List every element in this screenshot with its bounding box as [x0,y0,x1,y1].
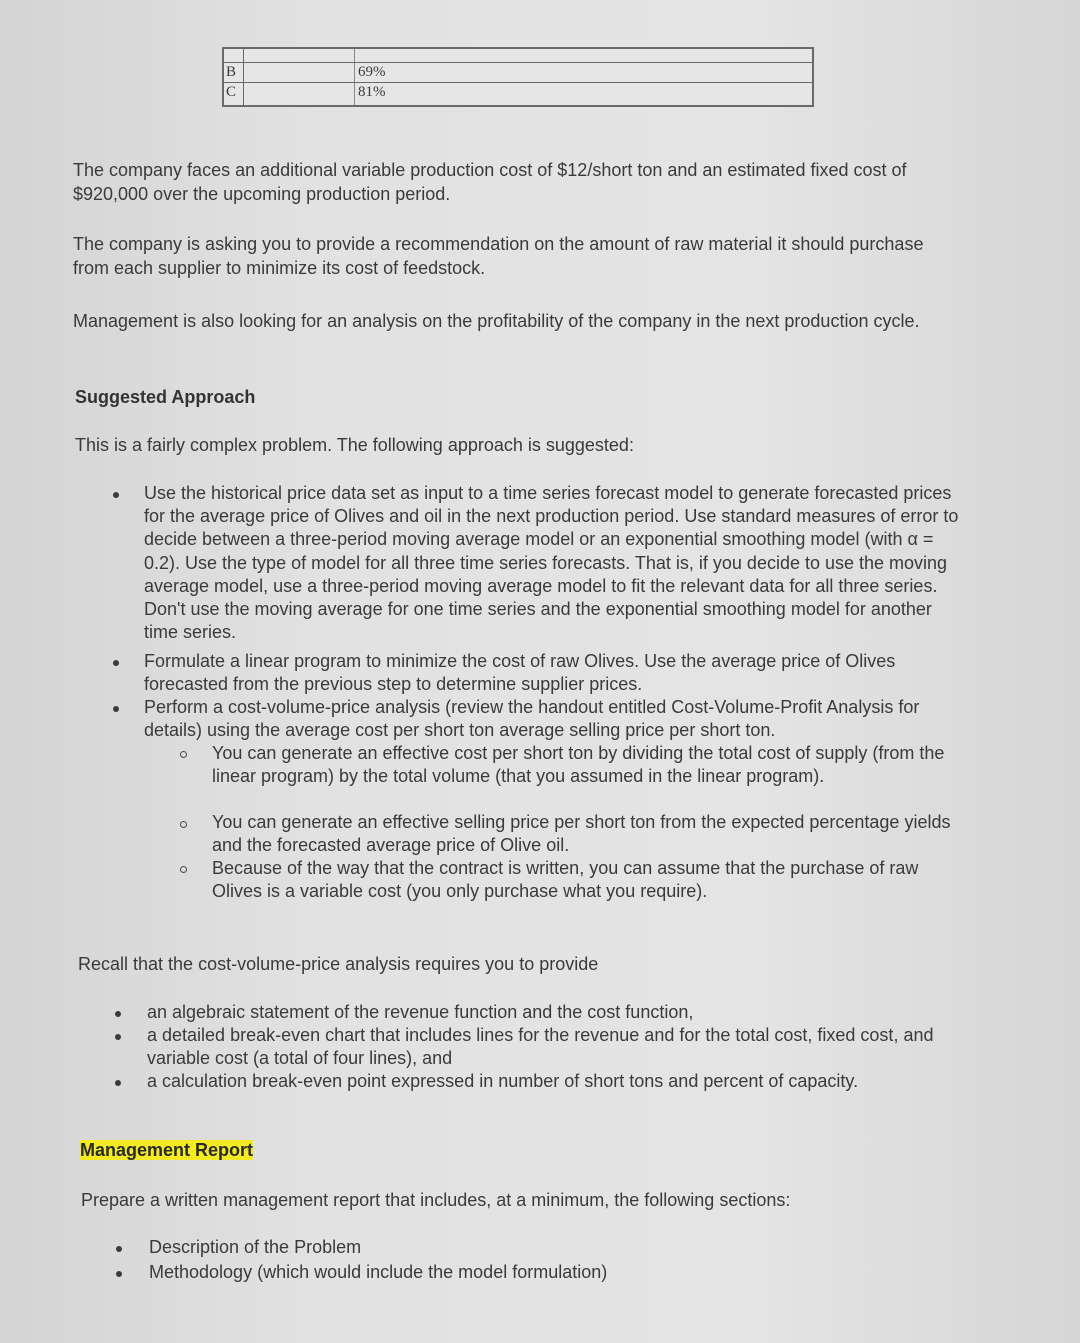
sub-bullet-variable-cost: Because of the way that the contract is written, you can assume that the purchase of raw Olives is a variable cost (you only purchase what you require). [212,858,919,902]
bullet-icon [116,1271,122,1277]
supplier-cell: C [226,84,237,100]
circle-bullet-icon [180,866,187,873]
suggested-approach-heading: Suggested Approach [75,387,256,407]
management-report-heading-text: Management Report [80,1140,254,1160]
approach-bullet-forecast: Use the historical price data set as input to a time series forecast model to generate forecasted prices for the average price of Olives and oil in the next production period. Use standard measures of error to decide between a three-period moving average model or an exponential smoothing model (with α = 0.2). Use the type of model for all three time series forecasts. That is, if you decide to use the moving average model, use a three-period moving average model to fit the relevant data for all three series. Don't use the moving average for one time series and the exponential smoothing model for another time series. [144,483,959,643]
bullet-icon [115,1011,121,1017]
table-row [224,82,812,102]
sub-bullet-selling-price: You can generate an effective selling price per short ton from the expected percentage yields and the forecasted average price of Olive oil. [212,812,951,856]
sub-bullet-effective-cost: You can generate an effective cost per short ton by dividing the total cost of supply (from the linear program) by the total volume (that you assumed in the linear program). [212,743,945,787]
yield-cell: 69% [358,64,386,80]
report-bullet-methodology: Methodology (which would include the model formulation) [149,1262,608,1282]
supplier-cell: B [226,64,237,80]
recall-bullet-break-even-chart: a detailed break-even chart that includes lines for the revenue and for the total cost, fixed cost, and variable cost (a total of four lines), and [147,1025,934,1069]
recommendation-paragraph: The company is asking you to provide a recommendation on the amount of raw material it should purchase from each supplier to minimize its cost of feedstock. [73,234,924,278]
approach-intro: This is a fairly complex problem. The following approach is suggested: [75,435,634,455]
cost-paragraph: The company faces an additional variable production cost of $12/short ton and an estimated fixed cost of $920,000 over the upcoming production period. [73,160,907,204]
circle-bullet-icon [180,821,187,828]
report-bullet-description: Description of the Problem [149,1237,362,1257]
bullet-icon [116,1246,122,1252]
management-report-heading [80,1139,253,1161]
bullet-icon [115,1034,121,1040]
table-row [224,62,812,82]
bullet-icon [115,1080,121,1086]
recall-intro: Recall that the cost-volume-price analysis requires you to provide [78,954,599,974]
approach-bullet-cvp: Perform a cost-volume-price analysis (review the handout entitled Cost-Volume-Profit Analysis for details) using the average cost per short ton average selling price per short ton. [144,697,920,741]
bullet-icon [113,660,119,666]
yield-cell: 81% [358,84,386,100]
recall-bullet-calculation: a calculation break-even point expressed in number of short tons and percent of capacity. [147,1071,859,1091]
circle-bullet-icon [180,751,187,758]
profitability-paragraph: Management is also looking for an analysis on the profitability of the company in the next production cycle. [73,311,920,331]
bullet-icon [113,492,119,498]
supplier-yield-table [222,47,814,107]
recall-bullet-algebraic: an algebraic statement of the revenue function and the cost function, [147,1002,694,1022]
approach-bullet-linear-program: Formulate a linear program to minimize the cost of raw Olives. Use the average price of Olives forecasted from the previous step to determine supplier prices. [144,651,896,695]
report-intro: Prepare a written management report that includes, at a minimum, the following sections: [81,1190,791,1210]
bullet-icon [113,706,119,712]
